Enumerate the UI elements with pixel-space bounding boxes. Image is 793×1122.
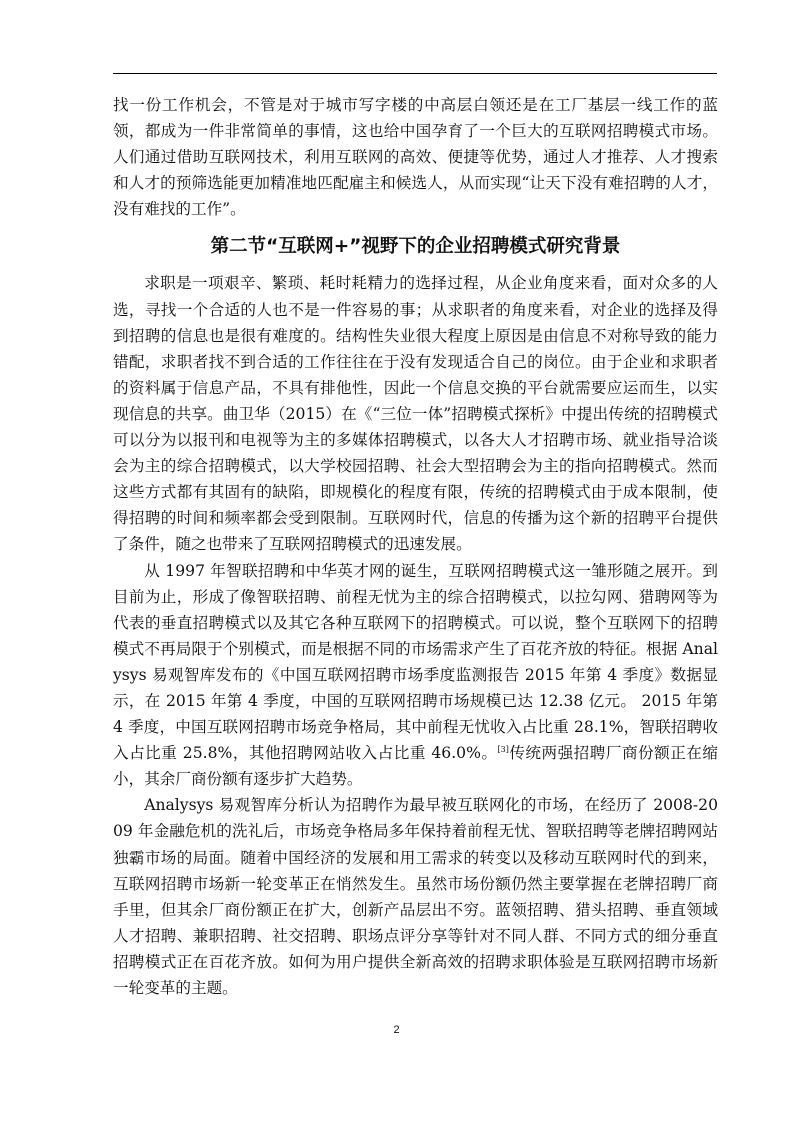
- paragraph-2: [113, 558, 718, 793]
- paragraph-2-text: 从 1997 年智联招聘和中华英才网的诞生，互联网招聘模式这一雏形随之展开。到目前为止，形成了像智联招聘、前程无忧为主的综合招聘模式，以拉勾网、猎聘网等为代表的垂直招聘模式以及其它各种互联网下的招聘模式。可以说，整个互联网下的招聘模式不再局限于个别模式，而是根据不同的市场需求产生了百花齐放的特征。根据 Analysys 易观智库发布的《中国互联网招聘市场季度监测报告 2015 年第 4 季度》数据显示，在 2015 年第 4 季度，中国的互联网招聘市场规模已达 12.38 亿元。 2015 年第 4 季度，中国互联网招聘市场竞争格局，其中前程无忧收入占比重 28.1%，智联招聘收入占比重 25.8%，其他招聘网站收入占比重 46.0%。: [113, 561, 718, 763]
- document-body: [113, 92, 718, 1001]
- section-heading: 第二节“互联网+”视野下的企业招聘模式研究背景: [210, 236, 621, 258]
- intro-paragraph: 找一份工作机会，不管是对于城市写字楼的中高层白领还是在工厂基层一线工作的蓝领，都成为一件非常简单的事情，这也给中国孕育了一个巨大的互联网招聘模式市场。人们通过借助互联网技术，利用互联网的高效、便捷等优势，通过人才推荐、人才搜索和人才的预筛选能更加精准地匹配雇主和候选人，从而实现“让天下没有难招聘的人才，没有难找的工作”。: [113, 96, 718, 219]
- paragraph-1: 求职是一项艰辛、繁琐、耗时耗精力的选择过程，从企业角度来看，面对众多的人选，寻找一个合适的人也不是一件容易的事；从求职者的角度来看，对企业的选择及得到招聘的信息也是很有难度的。结构性失业很大程度上原因是由信息不对称导致的能力错配，求职者找不到合适的工作往往在于没有发现适合自己的岗位。由于企业和求职者的资料属于信息产品，不具有排他性，因此一个信息交换的平台就需要应运而生，以实现信息的共享。曲卫华（2015）在《“三位一体”招聘模式探析》中提出传统的招聘模式可以分为以报刊和电视等为主的多媒体招聘模式，以各大人才招聘市场、就业指导洽谈会为主的综合招聘模式，以大学校园招聘、社会大型招聘会为主的指向招聘模式。然而这些方式都有其固有的缺陷，即规模化的程度有限，传统的招聘模式由于成本限制，使得招聘的时间和频率都会受到限制。互联网时代，信息的传播为这个新的招聘平台提供了条件，随之也带来了互联网招聘模式的迅速发展。: [113, 274, 718, 554]
- header-rule: [113, 73, 717, 74]
- reference-marker: [3]: [497, 745, 509, 755]
- paragraph-2-text-continued: 传统两强招聘厂商份额正在缩小，其余厂商份额有逐步扩大趋势。: [113, 744, 718, 789]
- paragraph-3: Analysys 易观智库分析认为招聘作为最早被互联网化的市场，在经历了 2008-2009 年金融危机的洗礼后，市场竞争格局多年保持着前程无忧、智联招聘等老牌招聘网站独霸市场的局面。随着中国经济的发展和用工需求的转变以及移动互联网时代的到来，互联网招聘市场新一轮变革正在悄然发生。虽然市场份额仍然主要掌握在老牌招聘厂商手里，但其余厂商份额正在扩大，创新产品层出不穷。蓝领招聘、猎头招聘、垂直领域人才招聘、兼职招聘、社交招聘、职场点评分享等针对不同人群、不同方式的细分垂直招聘模式正在百花齐放。如何为用户提供全新高效的招聘求职体验是互联网招聘市场新一轮变革的主题。: [113, 796, 718, 997]
- page-number: 2: [393, 1024, 400, 1036]
